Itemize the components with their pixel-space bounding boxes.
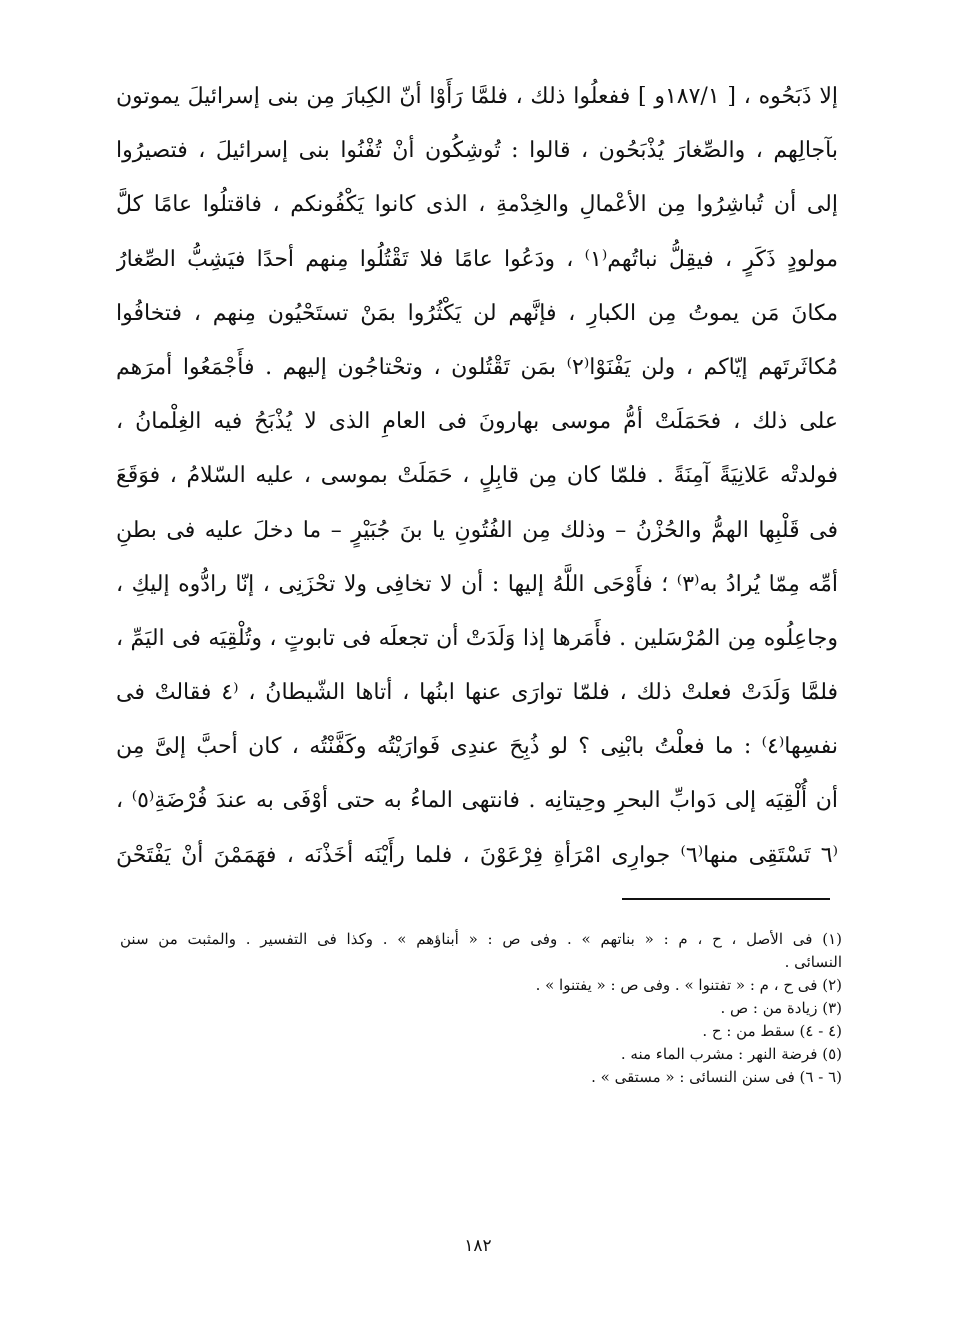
text-line-7: على ذلك ، فحَمَلَتْ أمُّ موسى بهارونَ فى العامِ الذى لا يُذْبَحُ فيه الغِلْمانُ ، bbox=[116, 409, 838, 435]
text-line-12: فلمَّا وَلَدَتْ فعلتْ ذلك ، فلمّا توارَى عنها ابنُها ، أتاها الشّيطانُ ، ⁽٤ فقالتْ فى bbox=[116, 680, 838, 706]
text-line-9: فى قَلْبِها الهمُّ والحُزْنُ – وذلك مِن الفُتُونِ يا بنَ جُبَيْرٍ – ما دخلَ عليه فى بطنِ bbox=[116, 517, 838, 543]
text-line-10: أمِّه مِمّا يُرادُ به⁽٣⁾ ؛ فأَوْحَى اللَّهُ إليها : أن لا تخافِى ولا تحْزَنِى ، إنّا رادُّوه إليكِ ، bbox=[116, 571, 838, 597]
text-line-14: أن أُلْقِيَه إلى دَوابِّ البحرِ وحِيتانِه . فانتهى الماءُ به حتى أوْفَى به عندَ فُرْضَةِ⁽٥⁾ ، bbox=[116, 788, 838, 814]
page-number: ١٨٢ bbox=[464, 1236, 492, 1256]
text-line-5: مكانَ مَن يموتُ مِن الكبارِ ، فإنَّهم لن يَكْثُرُوا بمَنْ تستَحْيُون مِنهم ، فتخافُوا bbox=[116, 300, 838, 326]
footnote-2: (٢) فى ح ، م : « تفتنوا » . وفى ص : « يفتنوا » . bbox=[535, 976, 842, 994]
text-line-6: مُكاثَرتَهم إيّاكم ، ولن يَفْنَوْا⁽٢⁾ بمَن تَقْتُلون ، وتحْتاجُون إليهم . فأَجْمَعُوا أمرَهم bbox=[116, 354, 838, 380]
footnote-1: (١) فى الأصل ، ح ، م : « بناتهم » . وفى ص : « أبناؤهم » . وكذا فى التفسير . والمثبت من سنن bbox=[120, 930, 842, 948]
text-line-4: مولودٍ ذَكَرٍ ، فيقِلُّ نباتُهم⁽١⁾ ، ودَعُوا عامًا فلا تَقْتُلُوا مِنهم أحدًا فيَشِبُّ الصِّغارُ bbox=[116, 246, 838, 272]
text-line-3: إلى أن تُباشِرُوا مِن الأعْمالِ والخِدْمةِ ، الذى كانوا يَكْفُونكم ، فاقتلُوا عامًا كلَّ bbox=[116, 192, 838, 218]
footnote-5: (٥) فرضة النهر : مشرب الماء منه . bbox=[620, 1045, 842, 1063]
footnote-1-continued: النسائى . bbox=[784, 953, 842, 971]
text-line-13: نفسِها⁽٤⁾ : ما فعلْتُ بابْنِى ؟ لو ذُبِحَ عندِى فَوارَيْتُه وكَفَّنْتُه ، كان أحبَّ إلىَّ مِن bbox=[116, 734, 838, 760]
footnote-3: (٣) زيادة من : ص . bbox=[720, 999, 842, 1017]
text-line-8: فولدتْه عَلانِيَةً آمِنَةً . فلمّا كان مِن قابِلٍ ، حَمَلَتْ بموسى ، عليه السّلامُ ، فوَقَعَ bbox=[116, 463, 838, 489]
text-line-2: بآجالِهم ، والصِّغارَ يُذْبَحُون ، قالوا : تُوشِكُون أنْ تُفْنُوا بنى إسرائيلَ ، فتصيرُوا bbox=[116, 138, 838, 164]
footnote-6: (٦ - ٦) فى سنن النسائى : « مستقى » . bbox=[591, 1068, 842, 1086]
text-line-1: إلا ذَبَحُوه ، [ ١٨٧/١و ] ففعلُوا ذلك ، فلمَّا رَأَوْا أنّ الكِبارَ مِن بنى إسرائيلَ يموتون bbox=[116, 84, 838, 109]
footnote-divider bbox=[622, 898, 830, 900]
footnote-4: (٤ - ٤) سقط من : ح . bbox=[702, 1022, 842, 1040]
text-line-11: وجاعِلُوه مِن المُرْسَلين . فأَمَرها إذا وَلَدَتْ أن تجعلَه فى تابوتٍ ، وتُلْقِيَه فى اليَمِّ ، bbox=[116, 625, 838, 651]
footnotes-block bbox=[120, 928, 842, 1089]
main-text-block bbox=[116, 70, 838, 883]
text-line-15: ⁽٦ تَسْتَقِى منها⁽٦⁾ جوارِى امْرَأةِ فِرْعَوْنَ ، فلما رأَيْنَه أخَذْنَه ، فهَمَمْنَ أنْ يَفْتَحْنَ bbox=[116, 842, 838, 868]
